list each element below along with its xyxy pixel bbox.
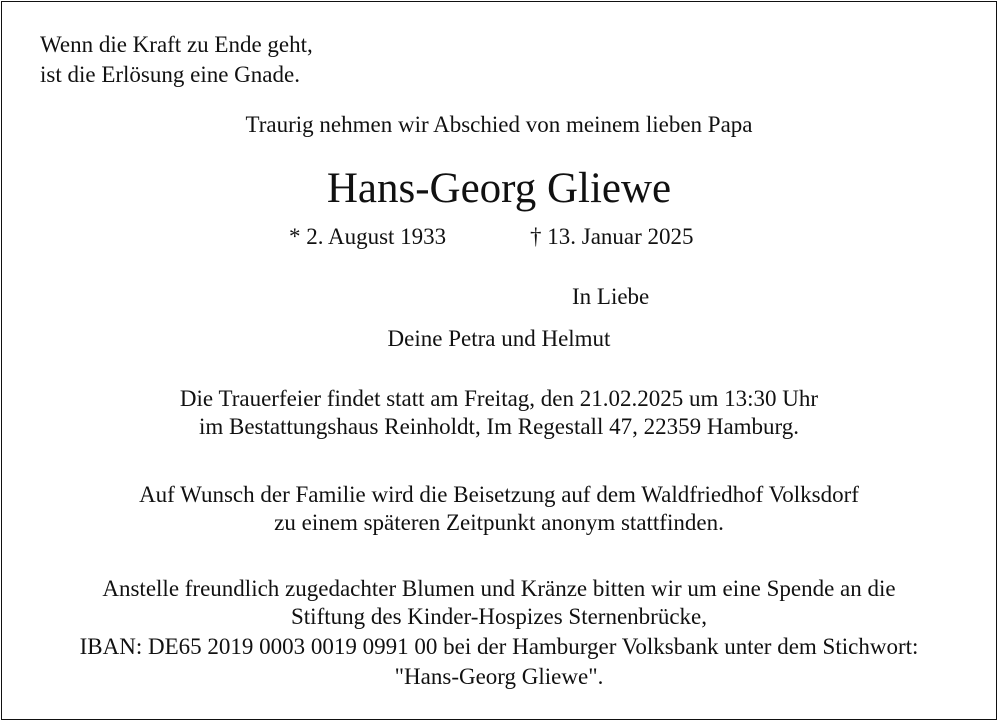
- motto-line-1: Wenn die Kraft zu Ende geht,: [40, 32, 313, 57]
- intro-text: Traurig nehmen wir Abschied von meinem lieben Papa: [245, 112, 753, 137]
- service-info-line-2: im Bestattungshaus Reinholdt, Im Regestall 47, 22359 Hamburg.: [198, 414, 800, 439]
- service-info-line-1: Die Trauerfeier findet statt am Freitag, den 21.02.2025 um 13:30 Uhr: [179, 386, 819, 411]
- donation-info-line-2: Stiftung des Kinder-Hospizes Sternenbrücke,: [291, 604, 707, 629]
- burial-info-line-2: zu einem späteren Zeitpunkt anonym stattfinden.: [274, 510, 724, 535]
- obituary-card: [1, 1, 997, 720]
- deceased-name: Hans-Georg Gliewe: [326, 165, 672, 212]
- birth-date: * 2. August 1933: [289, 224, 447, 249]
- burial-info-line-1: Auf Wunsch der Familie wird die Beisetzung auf dem Waldfriedhof Volksdorf: [139, 482, 859, 507]
- donation-info-line-4: "Hans-Georg Gliewe".: [394, 664, 604, 689]
- death-date: † 13. Januar 2025: [530, 224, 694, 249]
- motto-line-2: ist die Erlösung eine Gnade.: [40, 62, 300, 87]
- donation-info-line-3: IBAN: DE65 2019 0003 0019 0991 00 bei der Hamburger Volksbank unter dem Stichwort:: [79, 634, 919, 659]
- signature-text: Deine Petra und Helmut: [387, 326, 611, 351]
- closing-text: In Liebe: [572, 284, 650, 309]
- donation-info-line-1: Anstelle freundlich zugedachter Blumen und Kränze bitten wir um eine Spende an die: [102, 576, 896, 601]
